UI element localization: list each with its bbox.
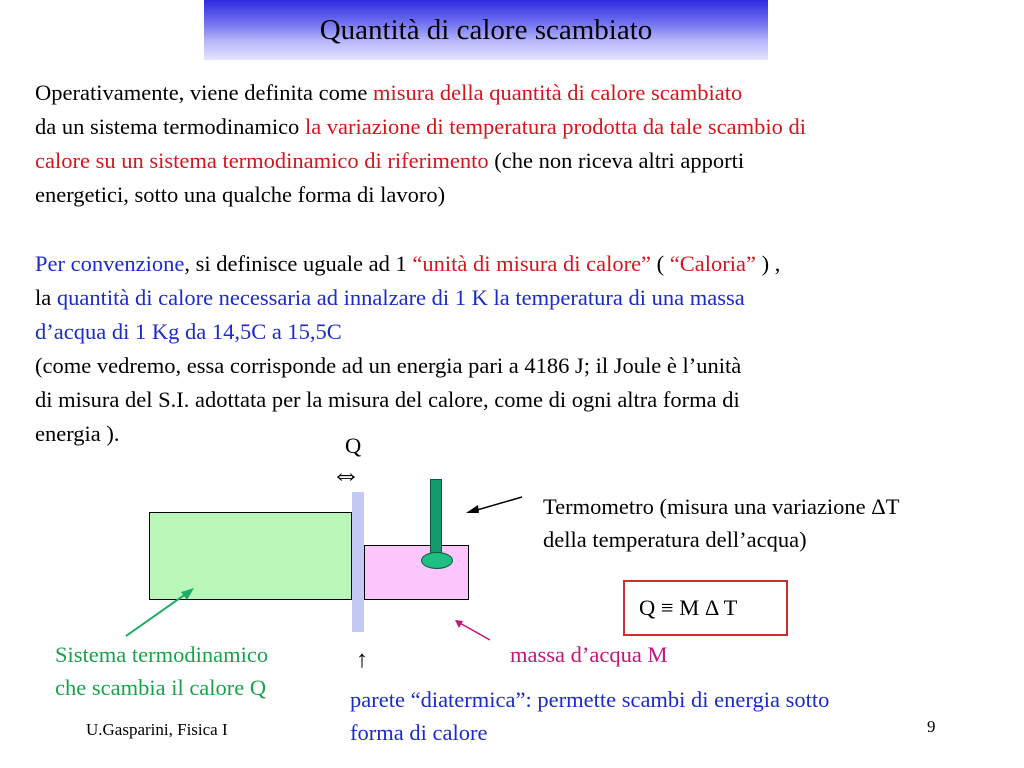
diathermic-wall-label <box>350 683 829 749</box>
system-pointer-arrow <box>126 588 194 636</box>
wall-label-line-1: parete “diatermica”: permette scambi di energia sotto <box>350 687 830 712</box>
thermometer-label-line-1 <box>543 490 900 523</box>
water-pointer-arrow <box>455 620 490 640</box>
intro-text: (che non riceva altri apporti <box>488 148 745 173</box>
heat-exchange-arrow-icon: ⇔ <box>331 458 361 491</box>
thermometer-label-line-2: della temperatura dell’acqua) <box>543 527 807 552</box>
heat-formula: Q ≡ M Δ T <box>639 595 738 620</box>
formula-box <box>623 580 788 636</box>
system-label-line-1: Sistema termodinamico <box>55 642 269 667</box>
system-label <box>55 638 268 704</box>
slide-title: Quantità di calore scambiato <box>319 14 653 46</box>
page-number: 9 <box>927 717 936 736</box>
water-mass-label: massa d’acqua M <box>510 642 668 667</box>
intro-highlight: calore su un sistema termodinamico di riferimento <box>35 148 489 173</box>
convention-line-3: d’acqua di 1 Kg da 14,5C a 15,5C <box>35 319 342 344</box>
convention-line-6: energia ). <box>35 421 120 446</box>
caloria-name: “Caloria” <box>669 251 756 276</box>
convention-text: , si definisce uguale ad 1 <box>184 251 413 276</box>
unit-name: “unità di misura di calore” <box>412 251 652 276</box>
convention-text: ) , <box>756 251 781 276</box>
intro-highlight: la variazione di temperatura prodotta da tale scambio di <box>304 114 806 139</box>
convention-highlight: Per convenzione <box>35 251 185 276</box>
delta-t-symbol: ΔT <box>871 494 900 519</box>
intro-highlight: misura della quantità di calore scambiato <box>372 80 743 105</box>
convention-line-4: (come vedremo, essa corrisponde ad un energia pari a 4186 J; il Joule è l’unità <box>35 353 742 378</box>
intro-text: Operativamente, viene definita come <box>35 80 373 105</box>
convention-highlight: quantità di calore necessaria ad innalzare di 1 K la temperatura di una massa <box>56 285 745 310</box>
wall-up-arrow-icon: ↑ <box>356 647 368 673</box>
convention-text: la <box>35 285 57 310</box>
intro-line-4: energetici, sotto una qualche forma di lavoro) <box>35 182 446 207</box>
wall-label-line-2: forma di calore <box>350 720 488 745</box>
thermometer-text: Termometro (misura una variazione <box>543 494 872 519</box>
footer-author: U.Gasparini, Fisica I <box>86 720 228 739</box>
intro-text: da un sistema termodinamico <box>35 114 305 139</box>
thermometer-pointer-arrow <box>466 497 522 513</box>
convention-line-5: di misura del S.I. adottata per la misura del calore, come di ogni altra forma di <box>35 387 740 412</box>
convention-text: ( <box>651 251 670 276</box>
system-label-line-2: che scambia il calore Q <box>55 675 267 700</box>
thermometer-label <box>543 490 900 556</box>
heat-q-label: Q <box>345 433 362 458</box>
